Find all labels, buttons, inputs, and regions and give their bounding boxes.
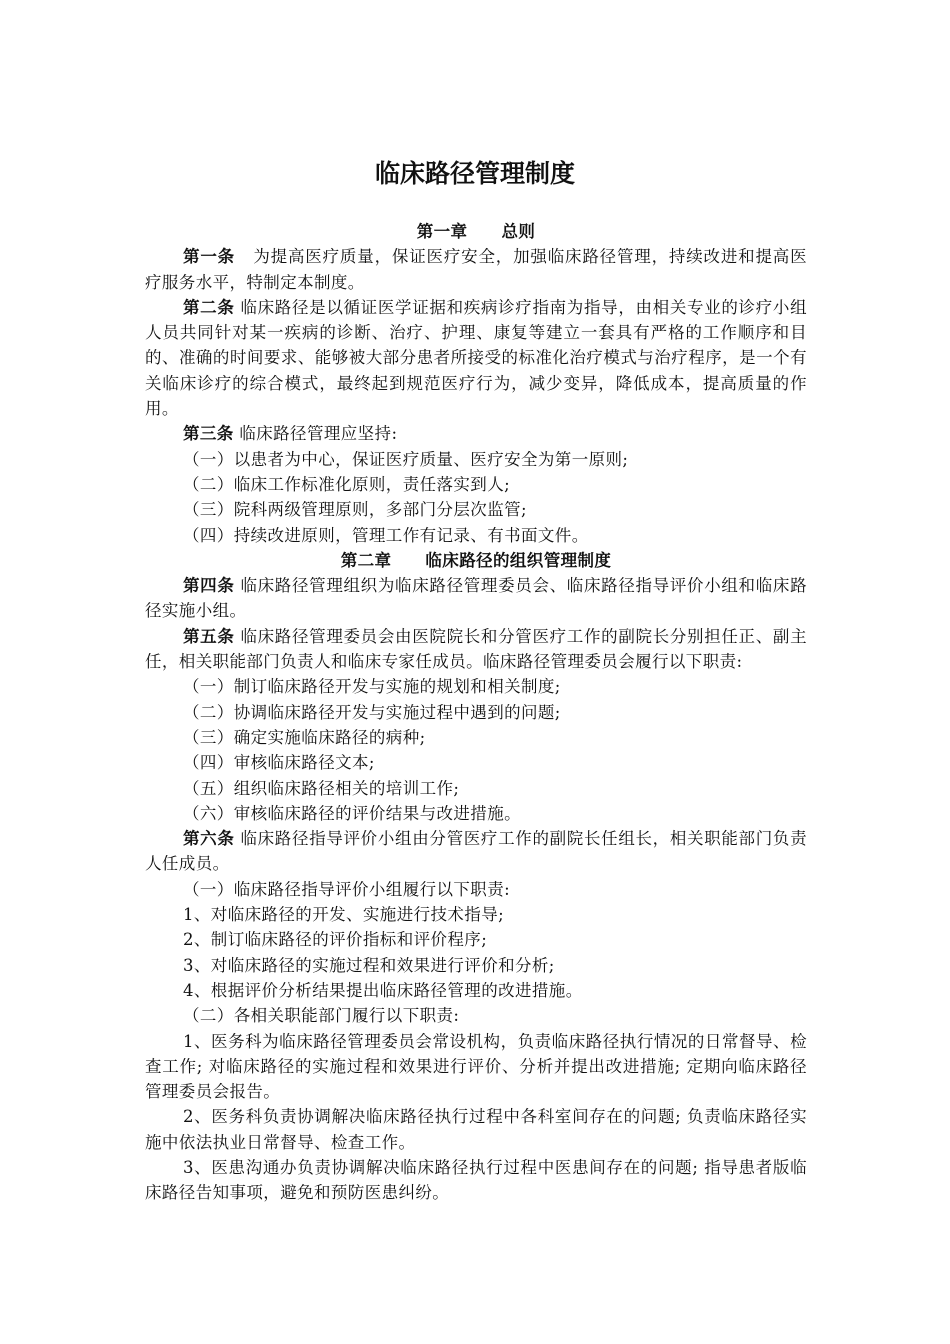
chapter-name: 总则 — [501, 222, 536, 241]
subsection-heading: （一）临床路径指导评价小组履行以下职责: — [183, 879, 511, 899]
article-label: 第一条 — [183, 247, 235, 267]
article-2 — [145, 295, 807, 421]
article-label: 第二条 — [183, 297, 235, 317]
article-6 — [145, 826, 807, 877]
list-item: （四）持续改进原则，管理工作有记录、有书面文件。 — [183, 525, 589, 545]
chapter-name: 临床路径的组织管理制度 — [425, 550, 612, 570]
list-item: （二）临床工作标准化原则，责任落实到人; — [183, 474, 511, 494]
chapter-1-heading — [145, 219, 807, 244]
list-item: 1、医务科为临床路径管理委员会常设机构，负责临床路径执行情况的日常督导、检查工作; 对临床路径的实施过程和效果进行评价、分析并提出改进措施; 定期向临床路径管理委员会报告。 — [145, 1031, 807, 1102]
list-item: （六）审核临床路径的评价结果与改进措施。 — [183, 803, 521, 823]
list-item: 3、医患沟通办负责协调解决临床路径执行过程中医患间存在的问题; 指导患者版临床路径告知事项，避免和预防医患纠纷。 — [145, 1157, 807, 1203]
document-title: 临床路径管理制度 — [374, 159, 575, 188]
article-text: 临床路径管理应坚持: — [239, 424, 398, 444]
list-item: 4、根据评价分析结果提出临床路径管理的改进措施。 — [183, 980, 583, 1000]
list-item: （三）确定实施临床路径的病种; — [183, 727, 426, 747]
article-4 — [145, 573, 807, 624]
article-text: 临床路径是以循证医学证据和疾病诊疗指南为指导，由相关专业的诊疗小组人员共同针对某一疾病的诊断、治疗、护理、康复等建立一套具有严格的工作顺序和目的、准确的时间要求、能够被大部分患者所接受的标准化治疗模式与治疗程序，是一个有关临床诊疗的综合模式，最终起到规范医疗行为，减少变异，降低成本，提高质量的作用。 — [145, 297, 807, 419]
article-label: 第六条 — [183, 829, 235, 849]
article-text: 临床路径指导评价小组由分管医疗工作的副院长任组长，相关职能部门负责人任成员。 — [145, 829, 807, 874]
list-item: （三）院科两级管理原则，多部门分层次监管; — [183, 500, 527, 520]
article-text: 为提高医疗质量，保证医疗安全，加强临床路径管理，持续改进和提高医疗服务水平，特制定本制度。 — [145, 247, 807, 292]
list-item: （一）以患者为中心，保证医疗质量、医疗安全为第一原则; — [183, 449, 629, 469]
article-label: 第四条 — [183, 576, 235, 596]
list-item: （二）协调临床路径开发与实施过程中遇到的问题; — [183, 702, 561, 722]
list-item: （一）制订临床路径开发与实施的规划和相关制度; — [183, 677, 561, 697]
article-3 — [145, 421, 807, 446]
article-5 — [145, 624, 807, 675]
subsection-heading: （二）各相关职能部门履行以下职责: — [183, 1006, 460, 1026]
list-item: （四）审核临床路径文本; — [183, 753, 375, 773]
article-label: 第五条 — [183, 626, 235, 646]
article-1 — [145, 244, 807, 295]
document-body — [145, 219, 807, 1206]
list-item: 2、制订临床路径的评价指标和评价程序; — [183, 930, 488, 950]
list-item: （五）组织临床路径相关的培训工作; — [183, 778, 460, 798]
list-item: 3、对临床路径的实施过程和效果进行评价和分析; — [183, 955, 555, 975]
list-item: 2、医务科负责协调解决临床路径执行过程中各科室间存在的问题; 负责临床路径实施中依法执业日常督导、检查工作。 — [145, 1107, 807, 1152]
chapter-2-heading — [145, 548, 807, 573]
article-text: 临床路径管理组织为临床路径管理委员会、临床路径指导评价小组和临床路径实施小组。 — [145, 576, 807, 621]
article-label: 第三条 — [183, 424, 234, 444]
article-text: 临床路径管理委员会由医院院长和分管医疗工作的副院长分别担任正、副主任，相关职能部门负责人和临床专家任成员。临床路径管理委员会履行以下职责: — [145, 626, 807, 672]
chapter-number: 第一章 — [416, 222, 468, 241]
list-item: 1、对临床路径的开发、实施进行技术指导; — [183, 905, 505, 925]
chapter-number: 第二章 — [340, 550, 392, 570]
